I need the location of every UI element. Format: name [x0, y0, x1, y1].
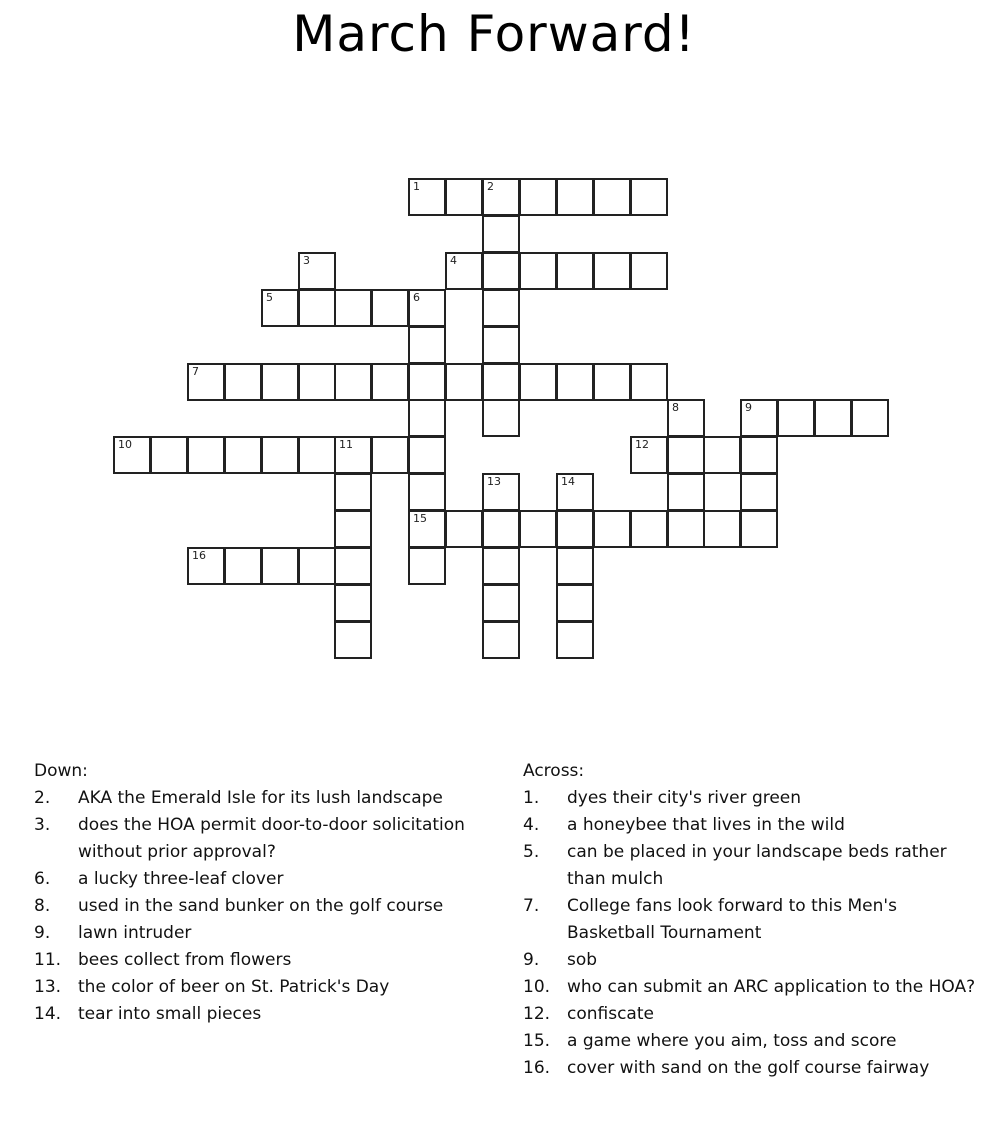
crossword-cell[interactable]: [630, 363, 668, 401]
crossword-cell[interactable]: [187, 436, 225, 474]
crossword-cell[interactable]: [740, 399, 778, 437]
crossword-cell[interactable]: [593, 178, 631, 216]
across-clue: [523, 839, 978, 893]
clue-number-label: 1.: [523, 788, 540, 808]
crossword-cell[interactable]: [334, 473, 372, 511]
down-clue: [34, 785, 484, 812]
crossword-cell[interactable]: [482, 473, 520, 511]
crossword-cell[interactable]: [298, 289, 336, 327]
crossword-cell[interactable]: [150, 436, 188, 474]
clue-number-label: 10.: [523, 977, 551, 997]
crossword-cell[interactable]: [371, 436, 409, 474]
clue-number-label: 9.: [523, 950, 540, 970]
crossword-cell[interactable]: [334, 621, 372, 659]
clue-number-label: 2.: [34, 788, 51, 808]
clue-number-label: 3.: [34, 815, 51, 835]
clue-number: 12: [635, 438, 649, 451]
clue-text: lawn intruder: [78, 923, 192, 943]
down-clue: [34, 1001, 484, 1028]
clue-number: 8: [672, 401, 679, 414]
crossword-cell[interactable]: [261, 363, 299, 401]
crossword-cell[interactable]: [334, 436, 372, 474]
crossword-cell[interactable]: [408, 399, 446, 437]
across-clue: [523, 1055, 978, 1082]
crossword-cell[interactable]: [408, 436, 446, 474]
clue-number: 9: [745, 401, 752, 414]
down-clue: [34, 812, 484, 866]
clue-text: dyes their city's river green: [567, 788, 802, 808]
clue-number: 15: [413, 512, 427, 525]
down-clue: [34, 866, 484, 893]
across-clue: [523, 893, 978, 947]
crossword-cell[interactable]: [408, 473, 446, 511]
crossword-cell[interactable]: [334, 289, 372, 327]
crossword-cell[interactable]: [408, 363, 446, 401]
crossword-cell[interactable]: [187, 363, 225, 401]
crossword-cell[interactable]: [224, 363, 262, 401]
clue-text: who can submit an ARC application to the HOA?: [567, 977, 976, 997]
crossword-cell[interactable]: [298, 363, 336, 401]
crossword-cell[interactable]: [777, 399, 815, 437]
across-clue: [523, 1001, 978, 1028]
crossword-cell[interactable]: [482, 621, 520, 659]
clue-number-label: 6.: [34, 869, 51, 889]
crossword-cell[interactable]: [740, 510, 778, 548]
clue-number: 1: [413, 180, 420, 193]
crossword-cell[interactable]: [482, 215, 520, 253]
clue-number-label: 16.: [523, 1058, 551, 1078]
crossword-cell[interactable]: [224, 547, 262, 585]
crossword-cell[interactable]: [630, 510, 668, 548]
clue-text: used in the sand bunker on the golf course: [78, 896, 444, 916]
crossword-cell[interactable]: [482, 510, 520, 548]
across-clue: [523, 947, 978, 974]
clue-number: 13: [487, 475, 501, 488]
clue-text: the color of beer on St. Patrick's Day: [78, 977, 390, 997]
crossword-cell[interactable]: [630, 252, 668, 290]
clue-number: 2: [487, 180, 494, 193]
crossword-cell[interactable]: [814, 399, 852, 437]
crossword-cell[interactable]: [482, 326, 520, 364]
clue-number: 10: [118, 438, 132, 451]
clue-number-label: 15.: [523, 1031, 551, 1051]
across-clue: [523, 974, 978, 1001]
crossword-cell[interactable]: [703, 510, 741, 548]
clue-number: 11: [339, 438, 353, 451]
crossword-cell[interactable]: [445, 178, 483, 216]
down-clue: [34, 974, 484, 1001]
crossword-cell[interactable]: [630, 178, 668, 216]
clue-number-label: 5.: [523, 842, 540, 862]
clue-number-label: 7.: [523, 896, 540, 916]
crossword-cell[interactable]: [371, 363, 409, 401]
crossword-cell[interactable]: [593, 363, 631, 401]
across-heading: Across:: [523, 761, 585, 781]
clue-number-label: 14.: [34, 1004, 62, 1024]
crossword-cell[interactable]: [593, 252, 631, 290]
crossword-cell[interactable]: [556, 473, 594, 511]
down-clues: [34, 758, 484, 1028]
crossword-cell[interactable]: [740, 436, 778, 474]
crossword-cell[interactable]: [519, 252, 557, 290]
crossword-cell[interactable]: [298, 547, 336, 585]
clue-text: a honeybee that lives in the wild: [567, 815, 845, 835]
crossword-cell[interactable]: [630, 436, 668, 474]
crossword-cell[interactable]: [556, 252, 594, 290]
crossword-cell[interactable]: [667, 436, 705, 474]
crossword-cell[interactable]: [261, 436, 299, 474]
crossword-cell[interactable]: [482, 399, 520, 437]
clue-text: a lucky three-leaf clover: [78, 869, 284, 889]
crossword-cell[interactable]: [408, 178, 446, 216]
crossword-cell[interactable]: [556, 584, 594, 622]
down-clue: [34, 893, 484, 920]
crossword-cell[interactable]: [408, 547, 446, 585]
crossword-cell[interactable]: [482, 363, 520, 401]
crossword-cell[interactable]: [556, 178, 594, 216]
crossword-cell[interactable]: [298, 252, 336, 290]
across-clues: [523, 758, 978, 1082]
clue-number-label: 9.: [34, 923, 51, 943]
across-clue: [523, 812, 978, 839]
crossword-cell[interactable]: [261, 289, 299, 327]
clue-number-label: 4.: [523, 815, 540, 835]
crossword-cell[interactable]: [740, 473, 778, 511]
clue-text: AKA the Emerald Isle for its lush landscape: [78, 788, 443, 808]
clue-text: bees collect from flowers: [78, 950, 292, 970]
crossword-cell[interactable]: [703, 436, 741, 474]
clue-number-label: 8.: [34, 896, 51, 916]
crossword-cell[interactable]: [371, 289, 409, 327]
clue-number-label: 13.: [34, 977, 62, 997]
across-clue: [523, 1028, 978, 1055]
crossword-cell[interactable]: [298, 436, 336, 474]
clue-number: 3: [303, 254, 310, 267]
crossword-cell[interactable]: [519, 363, 557, 401]
clue-text: a game where you aim, toss and score: [567, 1031, 897, 1051]
crossword-cell[interactable]: [113, 436, 151, 474]
crossword-cell[interactable]: [556, 547, 594, 585]
crossword-cell[interactable]: [667, 399, 705, 437]
crossword-cell[interactable]: [482, 547, 520, 585]
crossword-cell[interactable]: [667, 473, 705, 511]
crossword-cell[interactable]: [667, 510, 705, 548]
clue-text: College fans look forward to this Men's Basketball Tournament: [567, 896, 897, 943]
crossword-cell[interactable]: [482, 178, 520, 216]
crossword-cell[interactable]: [556, 363, 594, 401]
clue-text: can be placed in your landscape beds rather than mulch: [567, 842, 947, 889]
crossword-cell[interactable]: [261, 547, 299, 585]
clue-text: sob: [567, 950, 598, 970]
clue-number-label: 11.: [34, 950, 62, 970]
crossword-cell[interactable]: [482, 252, 520, 290]
crossword-cell[interactable]: [187, 547, 225, 585]
crossword-cell[interactable]: [445, 252, 483, 290]
puzzle-title: March Forward!: [292, 5, 696, 63]
crossword-cell[interactable]: [519, 178, 557, 216]
clue-number: 6: [413, 291, 420, 304]
crossword-cell[interactable]: [519, 510, 557, 548]
crossword-cell[interactable]: [408, 510, 446, 548]
clue-number: 4: [450, 254, 457, 267]
across-clue: [523, 785, 978, 812]
crossword-cell[interactable]: [224, 436, 262, 474]
crossword-cell[interactable]: [556, 621, 594, 659]
crossword-cell[interactable]: [334, 584, 372, 622]
clue-number: 14: [561, 475, 575, 488]
crossword-cell[interactable]: [408, 289, 446, 327]
crossword-cell[interactable]: [445, 510, 483, 548]
crossword-cell[interactable]: [851, 399, 889, 437]
crossword-cell[interactable]: [334, 363, 372, 401]
crossword-cell[interactable]: [482, 289, 520, 327]
crossword-cell[interactable]: [334, 547, 372, 585]
clue-text: tear into small pieces: [78, 1004, 262, 1024]
clue-number: 16: [192, 549, 206, 562]
clue-number-label: 12.: [523, 1004, 551, 1024]
down-clue: [34, 947, 484, 974]
crossword-cell[interactable]: [334, 510, 372, 548]
crossword-cell[interactable]: [482, 584, 520, 622]
clue-text: confiscate: [567, 1004, 654, 1024]
clue-text: cover with sand on the golf course fairway: [567, 1058, 930, 1078]
clue-text: does the HOA permit door-to-door solicitation without prior approval?: [78, 815, 465, 862]
crossword-cell[interactable]: [445, 363, 483, 401]
crossword-cell[interactable]: [593, 510, 631, 548]
clue-number: 5: [266, 291, 273, 304]
clue-number: 7: [192, 365, 199, 378]
crossword-cell[interactable]: [556, 510, 594, 548]
crossword-cell[interactable]: [408, 326, 446, 364]
down-clue: [34, 920, 484, 947]
down-heading: Down:: [34, 761, 88, 781]
